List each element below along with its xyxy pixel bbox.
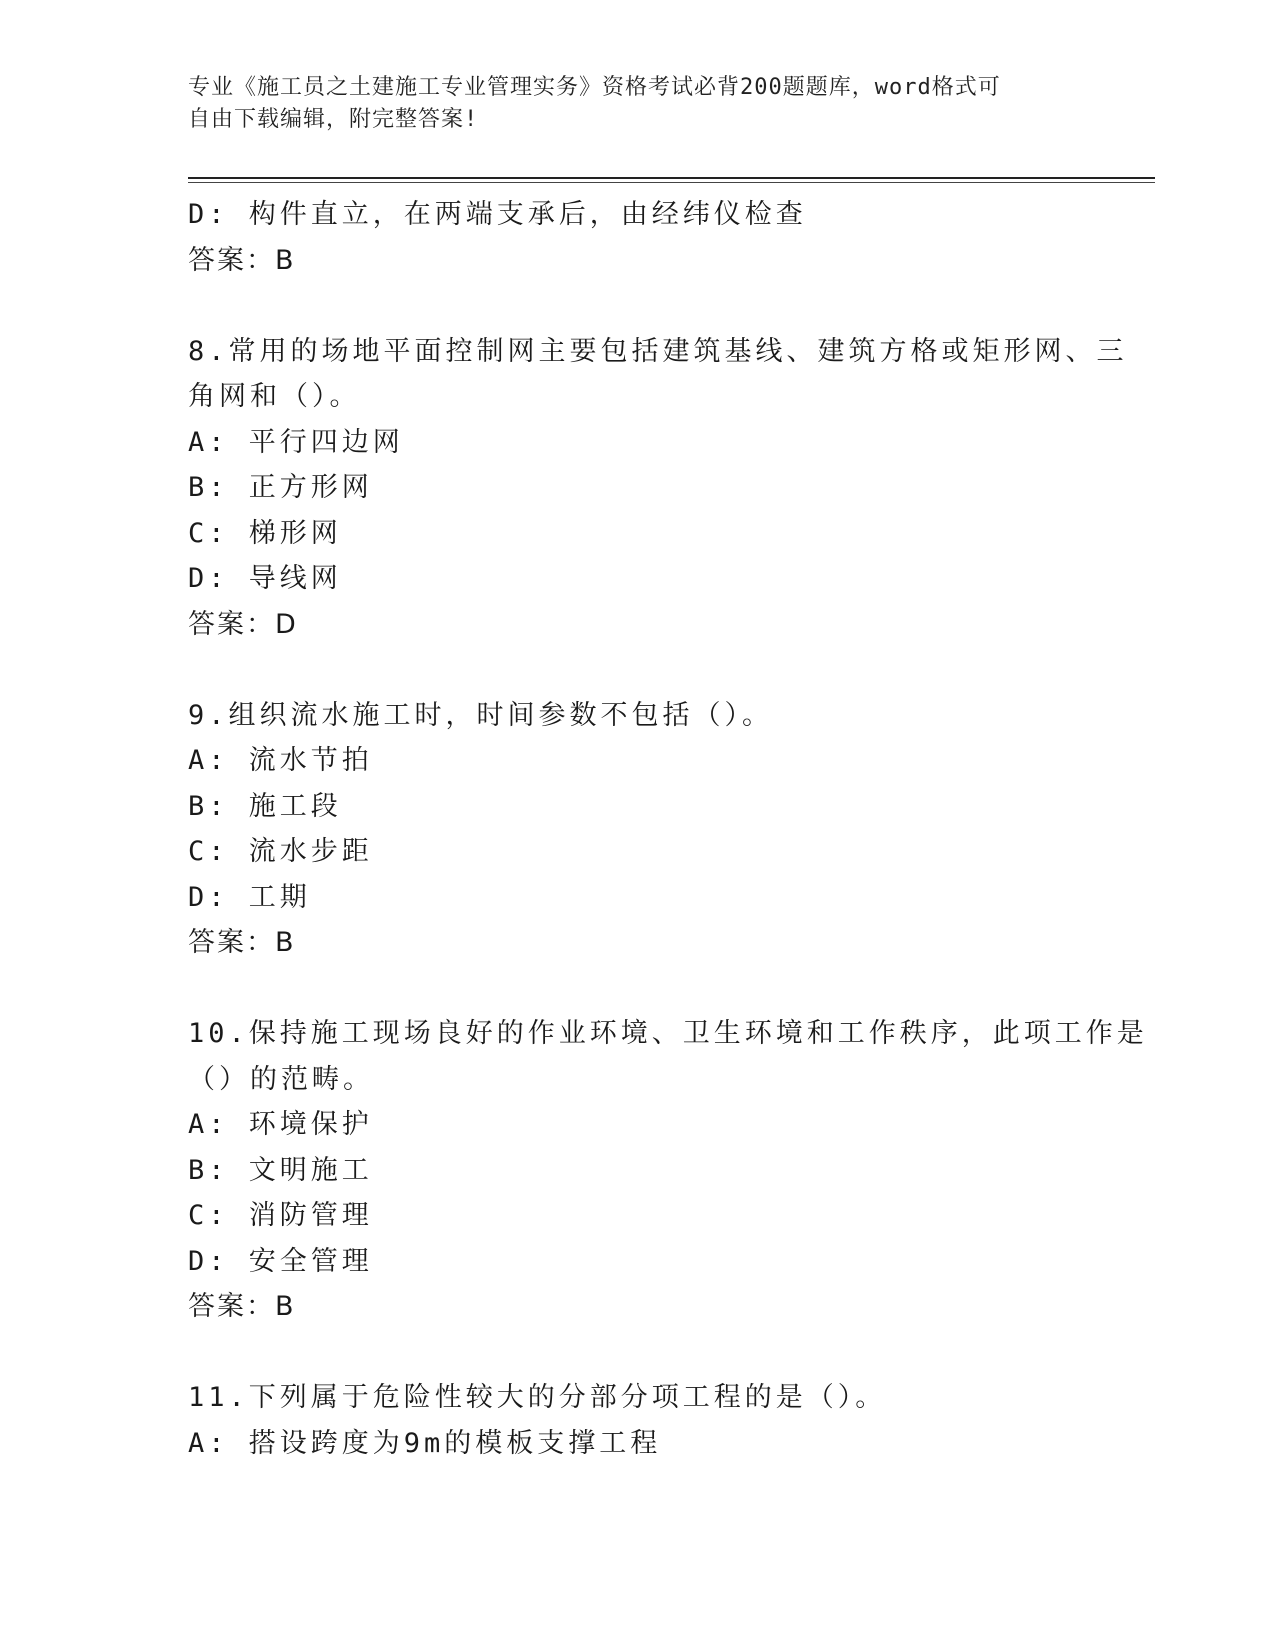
question-11	[188, 1375, 1088, 1466]
prev-answer: 答案：B	[188, 244, 296, 276]
spacer	[188, 966, 1088, 1012]
question-stem: 8.常用的场地平面控制网主要包括建筑基线、建筑方格或矩形网、三	[188, 335, 1128, 367]
option-b: B: 正方形网	[188, 472, 373, 503]
question-stem-cont: 角网和（）。	[188, 381, 361, 412]
option-a: A: 环境保护	[188, 1109, 373, 1140]
question-stem: 10.保持施工现场良好的作业环境、卫生环境和工作秩序，此项工作是	[188, 1018, 1148, 1049]
answer: 答案：B	[188, 927, 296, 958]
option-a: A: 流水节拍	[188, 745, 373, 776]
question-stem: 11.下列属于危险性较大的分部分项工程的是（）。	[188, 1382, 887, 1413]
option-c: C: 流水步距	[188, 836, 373, 867]
question-stem: 9.组织流水施工时，时间参数不包括（）。	[188, 699, 774, 731]
question-list	[188, 192, 1148, 1466]
option-b: B: 文明施工	[188, 1154, 373, 1186]
option-a: A: 平行四边网	[188, 426, 404, 458]
option-c: C: 梯形网	[188, 517, 342, 549]
header-rule-thin	[188, 182, 1155, 183]
header-line-2: 自由下载编辑，附完整答案!	[188, 107, 479, 132]
option-d: D: 安全管理	[188, 1245, 373, 1277]
option-c: C: 消防管理	[188, 1200, 373, 1231]
question-8	[188, 329, 1128, 648]
question-10	[188, 1011, 1148, 1330]
option-a: A: 搭设跨度为9m的模板支撑工程	[188, 1427, 662, 1459]
answer: 答案：B	[188, 1291, 296, 1322]
answer: 答案：D	[188, 608, 298, 640]
spacer	[188, 1330, 1088, 1376]
question-stem-cont: （）的范畴。	[188, 1063, 374, 1095]
prev-option-d: D: 构件直立，在两端支承后，由经纬仪检查	[188, 199, 807, 230]
question-9	[188, 693, 1088, 966]
document-header	[188, 72, 1068, 136]
spacer	[188, 647, 1088, 693]
option-d: D: 工期	[188, 881, 311, 913]
spacer	[188, 283, 1088, 329]
header-rule-thick	[188, 177, 1155, 179]
option-d: D: 导线网	[188, 563, 342, 594]
option-b: B: 施工段	[188, 790, 342, 822]
header-line-1: 专业《施工员之土建施工专业管理实务》资格考试必背200题题库，word格式可	[188, 75, 1001, 100]
